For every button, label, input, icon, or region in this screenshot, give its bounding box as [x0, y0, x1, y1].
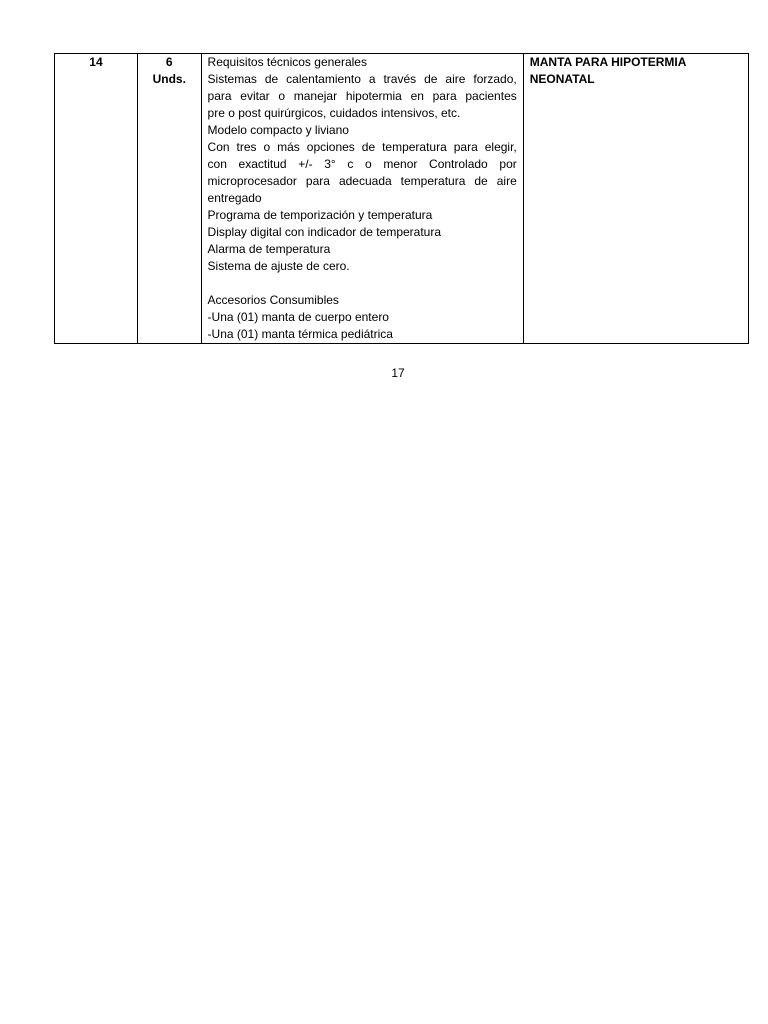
description-line: Sistema de ajuste de cero.	[207, 259, 350, 273]
accessory-item: -Una (01) manta térmica pediátrica	[207, 327, 393, 341]
accessory-item: -Una (01) manta de cuerpo entero	[207, 310, 389, 324]
blank-line	[208, 275, 517, 292]
description-line: para evitar o manejar hipotermia en para pacientes	[207, 89, 517, 103]
accessories-title: Accesorios Consumibles	[207, 293, 339, 307]
item-number: 14	[89, 55, 103, 69]
equipment-name-cell	[523, 54, 748, 344]
equipment-name-line: NEONATAL	[529, 72, 595, 86]
description-line: con exactitud +/- 3° c o menor Controlado por	[207, 157, 517, 171]
description-line: Alarma de temperatura	[207, 242, 331, 256]
description-line: Modelo compacto y liviano	[207, 123, 349, 137]
description-cell	[201, 54, 523, 344]
table-row	[55, 54, 749, 344]
description-title: Requisitos técnicos generales	[207, 55, 367, 69]
quantity-unit: Unds.	[152, 72, 186, 86]
description-line: microprocesador para adecuada temperatura de aire	[207, 174, 517, 188]
description-line: Con tres o más opciones de temperatura para elegir,	[207, 140, 517, 154]
quantity-value: 6	[165, 55, 173, 69]
equipment-name-line: MANTA PARA HIPOTERMIA	[529, 55, 687, 69]
specifications-table	[54, 53, 749, 344]
page-number: 17	[391, 366, 405, 380]
item-number-cell	[55, 54, 138, 344]
description-line: Sistemas de calentamiento a través de aire forzado,	[207, 72, 517, 86]
description-line: Display digital con indicador de temperatura	[207, 225, 442, 239]
description-line: pre o post quirúrgicos, cuidados intensivos, etc.	[207, 106, 461, 120]
quantity-cell	[137, 54, 201, 344]
description-line: Programa de temporización y temperatura	[207, 208, 433, 222]
description-line: entregado	[207, 191, 262, 205]
